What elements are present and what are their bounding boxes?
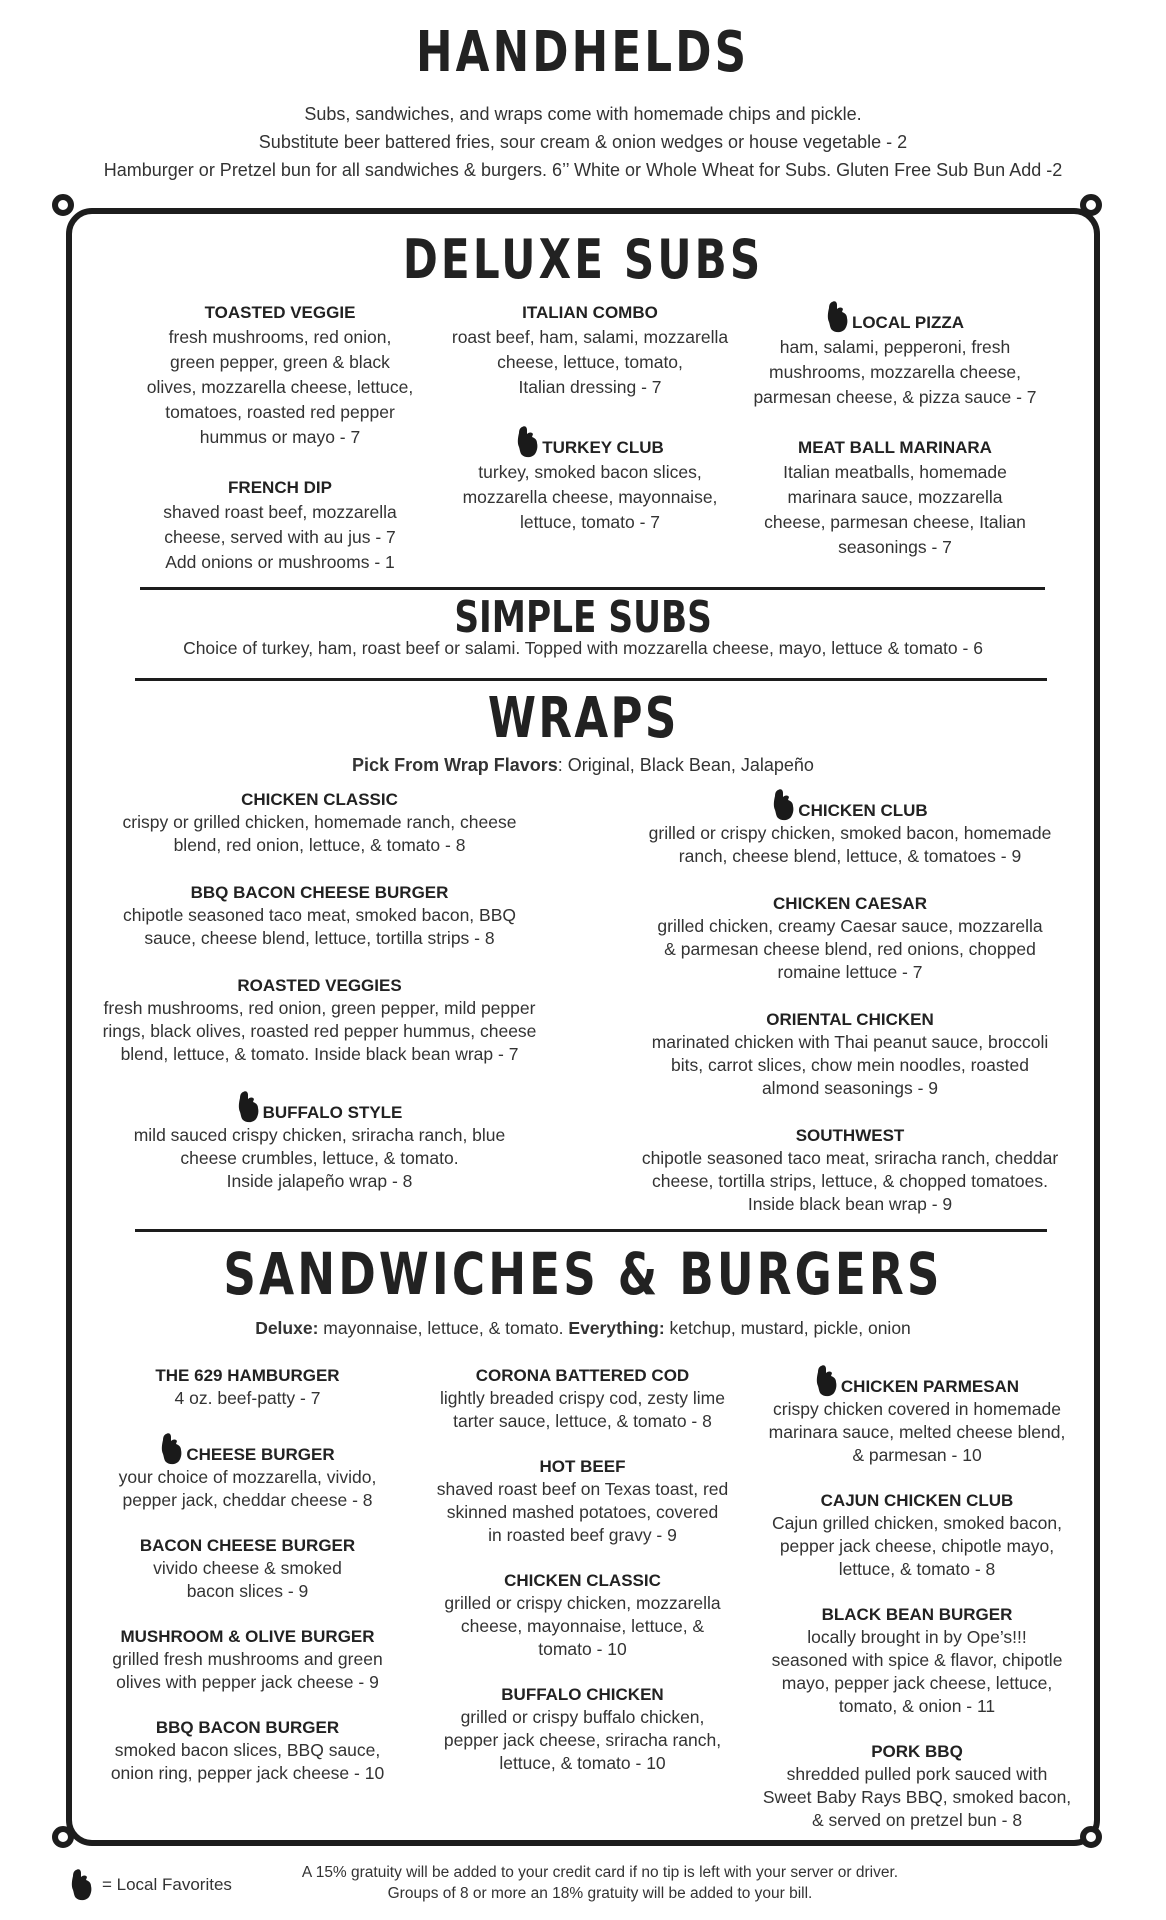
menu-item xyxy=(440,425,740,535)
menu-item-description: shaved roast beef, mozzarella xyxy=(163,502,397,522)
menu-item-header xyxy=(430,1455,735,1478)
menu-item-description: shaved roast beef on Texas toast, red xyxy=(436,1479,729,1499)
menu-item-description: pepper jack cheese, sriracha ranch, xyxy=(443,1730,722,1750)
menu-item xyxy=(750,435,1040,560)
menu-item xyxy=(100,1432,395,1512)
page-title: HANDHELDS xyxy=(416,20,750,85)
menu-item-header xyxy=(430,1683,735,1706)
menu-item-description: cheese, parmesan cheese, Italian xyxy=(764,512,1026,532)
menu-item-description: cheese crumbles, lettuce, & tomato. xyxy=(180,1148,459,1168)
intro-line: Substitute beer battered fries, sour cream & onion wedges or house vegetable - 2 xyxy=(258,132,908,152)
menu-item-description: Italian dressing - 7 xyxy=(518,377,662,397)
menu-item-header xyxy=(762,1603,1072,1626)
menu-item-description: cheese, mayonnaise, lettuce, & xyxy=(460,1616,705,1636)
menu-item-description: cheese, tortilla strips, lettuce, & chopped tomatoes. xyxy=(652,1171,1048,1191)
menu-item-description: tomatoes, roasted red pepper xyxy=(165,402,395,422)
michigan-mitten-icon xyxy=(160,1432,184,1466)
menu-item-name: MEAT BALL MARINARA xyxy=(798,438,992,457)
menu-item-description: grilled or crispy buffalo chicken, xyxy=(460,1707,705,1727)
menu-item-name: TURKEY CLUB xyxy=(542,438,664,457)
deluxe-subs-column xyxy=(750,300,1040,585)
menu-item-name: PORK BBQ xyxy=(871,1742,963,1761)
menu-item-name: HOT BEEF xyxy=(539,1457,626,1476)
sandwiches-column xyxy=(100,1364,395,1807)
menu-item-header xyxy=(92,1090,547,1124)
section-title-deluxe-subs: DELUXE SUBS xyxy=(402,228,764,291)
menu-item-description: lightly breaded crispy cod, zesty lime xyxy=(440,1388,725,1408)
michigan-mitten-icon xyxy=(772,788,796,822)
menu-item xyxy=(762,1603,1072,1718)
menu-item-description: grilled or crispy chicken, mozzarella xyxy=(444,1593,721,1613)
menu-item-description: green pepper, green & black xyxy=(170,352,390,372)
legend-label: = Local Favorites xyxy=(102,1875,232,1894)
menu-item-description: Cajun grilled chicken, smoked bacon, xyxy=(772,1513,1062,1533)
menu-item-name: CHICKEN PARMESAN xyxy=(840,1377,1020,1396)
michigan-mitten-icon xyxy=(815,1364,839,1398)
menu-item xyxy=(100,1534,395,1603)
menu-item xyxy=(92,974,547,1066)
menu-item-description: grilled chicken, creamy Caesar sauce, mozzarella xyxy=(657,916,1043,936)
wrap-flavors-list: : Original, Black Bean, Jalapeño xyxy=(557,755,814,775)
menu-item xyxy=(620,1008,1080,1100)
deluxe-text: mayonnaise, lettuce, & tomato. xyxy=(318,1318,569,1338)
everything-text: ketchup, mustard, pickle, onion xyxy=(664,1318,911,1338)
menu-item-description: smoked bacon slices, BBQ sauce, xyxy=(114,1740,381,1760)
frame-corner xyxy=(52,194,74,216)
deluxe-subs-column xyxy=(135,300,425,600)
menu-item-description: ranch, cheese blend, lettuce, & tomatoes - 9 xyxy=(678,846,1022,866)
menu-item-description: onion ring, pepper jack cheese - 10 xyxy=(110,1763,385,1783)
menu-item-description: marinara sauce, melted cheese blend, xyxy=(768,1422,1066,1442)
menu-item-description: Sweet Baby Rays BBQ, smoked bacon, xyxy=(762,1787,1072,1807)
menu-item-header xyxy=(100,1534,395,1557)
menu-item-name: LOCAL PIZZA xyxy=(851,313,965,332)
deluxe-label: Deluxe: xyxy=(255,1318,319,1338)
menu-item-description: grilled fresh mushrooms and green xyxy=(112,1649,383,1669)
menu-item-name: BBQ BACON CHEESE BURGER xyxy=(190,883,449,902)
menu-item-description: mild sauced crispy chicken, sriracha ranch, blue xyxy=(133,1125,506,1145)
menu-item-description: locally brought in by Ope’s!!! xyxy=(807,1627,1027,1647)
menu-item-header xyxy=(92,974,547,997)
menu-item-name: CHEESE BURGER xyxy=(186,1445,335,1464)
menu-item xyxy=(750,300,1040,410)
sandwich-styles xyxy=(66,1318,1100,1339)
menu-item-name: BUFFALO CHICKEN xyxy=(501,1685,664,1704)
menu-item-header xyxy=(100,1364,395,1387)
menu-item-description: pepper jack, cheddar cheese - 8 xyxy=(122,1490,373,1510)
menu-item-header xyxy=(762,1364,1072,1398)
menu-item-header xyxy=(135,300,425,325)
section-title-sandwiches: SANDWICHES & BURGERS xyxy=(223,1240,943,1308)
menu-item-description: Italian meatballs, homemade xyxy=(783,462,1007,482)
menu-item-header xyxy=(135,475,425,500)
frame-corner xyxy=(1080,194,1102,216)
deluxe-subs-column xyxy=(440,300,740,560)
divider xyxy=(135,678,1047,681)
menu-item xyxy=(762,1740,1072,1832)
michigan-mitten-icon xyxy=(70,1868,94,1902)
menu-item-header xyxy=(762,1740,1072,1763)
menu-item-description: Add onions or mushrooms - 1 xyxy=(165,552,395,572)
menu-item xyxy=(135,300,425,450)
wraps-section xyxy=(66,686,1100,751)
menu-item-header xyxy=(620,1124,1080,1147)
menu-item-name: CHICKEN CAESAR xyxy=(773,894,927,913)
frame-corner xyxy=(1080,1826,1102,1848)
intro-line: Subs, sandwiches, and wraps come with homemade chips and pickle. xyxy=(304,104,862,124)
menu-item-name: ITALIAN COMBO xyxy=(522,303,658,322)
menu-item-header xyxy=(750,435,1040,460)
menu-item-description: in roasted beef gravy - 9 xyxy=(488,1525,677,1545)
menu-item-header xyxy=(762,1489,1072,1512)
sandwiches-column xyxy=(430,1364,735,1797)
menu-item-name: ROASTED VEGGIES xyxy=(237,976,402,995)
menu-item-header xyxy=(750,300,1040,335)
menu-item-description: tarter sauce, lettuce, & tomato - 8 xyxy=(453,1411,712,1431)
menu-item-description: skinned mashed potatoes, covered xyxy=(446,1502,719,1522)
wraps-column xyxy=(92,788,547,1217)
menu-item-description: hummus or mayo - 7 xyxy=(199,427,361,447)
menu-item-name: CHICKEN CLUB xyxy=(798,801,928,820)
michigan-mitten-icon xyxy=(516,425,540,459)
menu-item-description: seasoned with spice & flavor, chipotle xyxy=(771,1650,1063,1670)
menu-item-description: lettuce, & tomato - 8 xyxy=(838,1559,996,1579)
menu-item-description: seasonings - 7 xyxy=(838,537,952,557)
menu-item-description: crispy or grilled chicken, homemade ranch, cheese xyxy=(122,812,517,832)
menu-item-description: Inside black bean wrap - 9 xyxy=(747,1194,953,1214)
menu-item-description: sauce, cheese blend, lettuce, tortilla strips - 8 xyxy=(144,928,495,948)
menu-item-description: blend, red onion, lettuce, & tomato - 8 xyxy=(173,835,466,855)
menu-item-description: roast beef, ham, salami, mozzarella xyxy=(451,327,729,347)
section-title-wraps: WRAPS xyxy=(487,686,679,751)
menu-item-description: & parmesan cheese blend, red onions, chopped xyxy=(664,939,1036,959)
menu-item-name: TOASTED VEGGIE xyxy=(204,303,356,322)
menu-item-header xyxy=(440,425,740,460)
menu-item-name: BACON CHEESE BURGER xyxy=(139,1536,356,1555)
menu-item-description: pepper jack cheese, chipotle mayo, xyxy=(779,1536,1055,1556)
menu-item-description: vivido cheese & smoked xyxy=(153,1558,342,1578)
menu-item xyxy=(100,1625,395,1694)
menu-item xyxy=(430,1455,735,1547)
menu-item-description: mayo, pepper jack cheese, lettuce, xyxy=(781,1673,1053,1693)
simple-subs-description: Choice of turkey, ham, roast beef or salami. Topped with mozzarella cheese, mayo, lettuce & tomato - 6 xyxy=(183,638,983,658)
menu-item-header xyxy=(620,788,1080,822)
wrap-flavors xyxy=(66,755,1100,776)
menu-item-description: cheese, lettuce, tomato, xyxy=(497,352,683,372)
menu-item-description: blend, lettuce, & tomato. Inside black bean wrap - 7 xyxy=(120,1044,519,1064)
menu-item-header xyxy=(430,1364,735,1387)
simple-subs-section xyxy=(66,592,1100,643)
menu-item-name: CHICKEN CLASSIC xyxy=(241,790,398,809)
section-title-simple-subs: SIMPLE SUBS xyxy=(454,592,712,643)
menu-item-description: ham, salami, pepperoni, fresh xyxy=(779,337,1011,357)
menu-item xyxy=(762,1364,1072,1467)
menu-item-name: FRENCH DIP xyxy=(228,478,332,497)
menu-item-description: mozzarella cheese, mayonnaise, xyxy=(462,487,718,507)
intro-text xyxy=(0,100,1166,184)
menu-item xyxy=(135,475,425,575)
deluxe-subs-section xyxy=(66,228,1100,291)
menu-item-header xyxy=(620,1008,1080,1031)
wraps-column xyxy=(620,788,1080,1240)
michigan-mitten-icon xyxy=(826,300,850,334)
menu-item-description: your choice of mozzarella, vivido, xyxy=(118,1467,377,1487)
frame-corner xyxy=(52,1826,74,1848)
menu-item-header xyxy=(92,788,547,811)
menu-item xyxy=(620,788,1080,868)
sandwiches-column xyxy=(762,1364,1072,1854)
menu-item xyxy=(430,1683,735,1775)
menu-item-description: chipotle seasoned taco meat, smoked bacon, BBQ xyxy=(122,905,516,925)
menu-item-description: lettuce, & tomato - 10 xyxy=(499,1753,666,1773)
menu-item-description: tomato, & onion - 11 xyxy=(838,1696,996,1716)
michigan-mitten-icon xyxy=(237,1090,261,1124)
menu-item-description: turkey, smoked bacon slices, xyxy=(478,462,702,482)
menu-item-description: almond seasonings - 9 xyxy=(761,1078,939,1098)
gratuity-note xyxy=(250,1862,950,1904)
menu-item-name: BLACK BEAN BURGER xyxy=(821,1605,1013,1624)
sandwiches-section xyxy=(66,1240,1100,1308)
menu-item-name: SOUTHWEST xyxy=(795,1126,905,1145)
menu-item-description: marinated chicken with Thai peanut sauce, broccoli xyxy=(651,1032,1049,1052)
menu-item-description: olives with pepper jack cheese - 9 xyxy=(116,1672,379,1692)
menu-item-description: fresh mushrooms, red onion, xyxy=(168,327,392,347)
menu-item-description: bits, carrot slices, chow mein noodles, roasted xyxy=(671,1055,1029,1075)
gratuity-line: A 15% gratuity will be added to your credit card if no tip is left with your server or driver. xyxy=(301,1864,899,1881)
menu-item-description: fresh mushrooms, red onion, green pepper, mild pepper xyxy=(103,998,536,1018)
menu-item-description: marinara sauce, mozzarella xyxy=(787,487,1003,507)
menu-item-description: shredded pulled pork sauced with xyxy=(786,1764,1048,1784)
menu-item-header xyxy=(430,1569,735,1592)
menu-item-description: rings, black olives, roasted red pepper hummus, cheese xyxy=(102,1021,537,1041)
menu-item-header xyxy=(440,300,740,325)
divider xyxy=(135,1229,1047,1232)
menu-item-description: 4 oz. beef-patty - 7 xyxy=(174,1388,321,1408)
gratuity-line: Groups of 8 or more an 18% gratuity will be added to your bill. xyxy=(387,1885,813,1902)
menu-item xyxy=(762,1489,1072,1581)
menu-item-description: grilled or crispy chicken, smoked bacon, homemade xyxy=(648,823,1052,843)
menu-item-description: olives, mozzarella cheese, lettuce, xyxy=(146,377,414,397)
menu-item xyxy=(620,892,1080,984)
menu-item xyxy=(100,1364,395,1410)
menu-item-description: romaine lettuce - 7 xyxy=(777,962,923,982)
menu-item-description: lettuce, tomato - 7 xyxy=(519,512,661,532)
menu-item-name: CHICKEN CLASSIC xyxy=(504,1571,661,1590)
menu-item-description: crispy chicken covered in homemade xyxy=(773,1399,1061,1419)
menu-item-name: MUSHROOM & OLIVE BURGER xyxy=(120,1627,375,1646)
legend xyxy=(70,1868,232,1902)
menu-item-header xyxy=(100,1432,395,1466)
menu-item-header xyxy=(92,881,547,904)
menu-item-description: tomato - 10 xyxy=(538,1639,627,1659)
page-header xyxy=(0,20,1166,85)
everything-label: Everything: xyxy=(568,1318,665,1338)
menu-item-description: parmesan cheese, & pizza sauce - 7 xyxy=(753,387,1037,407)
menu-item xyxy=(92,1090,547,1193)
menu-item xyxy=(620,1124,1080,1216)
menu-item-header xyxy=(620,892,1080,915)
menu-item-name: CORONA BATTERED COD xyxy=(475,1366,690,1385)
menu-item-description: & parmesan - 10 xyxy=(852,1445,982,1465)
menu-item xyxy=(430,1364,735,1433)
menu-item-description: bacon slices - 9 xyxy=(186,1581,309,1601)
menu-item-header xyxy=(100,1625,395,1648)
menu-item-name: BUFFALO STYLE xyxy=(262,1103,403,1122)
menu-item-name: THE 629 HAMBURGER xyxy=(155,1366,340,1385)
wrap-flavors-label: Pick From Wrap Flavors xyxy=(352,755,558,775)
menu-item-name: BBQ BACON BURGER xyxy=(155,1718,340,1737)
menu-item-description: & served on pretzel bun - 8 xyxy=(811,1810,1023,1830)
menu-item-description: cheese, served with au jus - 7 xyxy=(164,527,396,547)
menu-item-description: chipotle seasoned taco meat, sriracha ranch, cheddar xyxy=(641,1148,1059,1168)
menu-item-header xyxy=(100,1716,395,1739)
menu-item-description: mushrooms, mozzarella cheese, xyxy=(769,362,1021,382)
divider xyxy=(140,587,1045,590)
intro-line: Hamburger or Pretzel bun for all sandwiches & burgers. 6’’ White or Whole Wheat for Subs. Gluten Free Sub Bun Add -2 xyxy=(103,160,1063,180)
menu-item xyxy=(440,300,740,400)
menu-item xyxy=(430,1569,735,1661)
menu-item xyxy=(100,1716,395,1785)
menu-item xyxy=(92,788,547,857)
menu-item xyxy=(92,881,547,950)
menu-item-name: ORIENTAL CHICKEN xyxy=(766,1010,934,1029)
menu-item-description: Inside jalapeño wrap - 8 xyxy=(226,1171,413,1191)
menu-item-name: CAJUN CHICKEN CLUB xyxy=(820,1491,1014,1510)
